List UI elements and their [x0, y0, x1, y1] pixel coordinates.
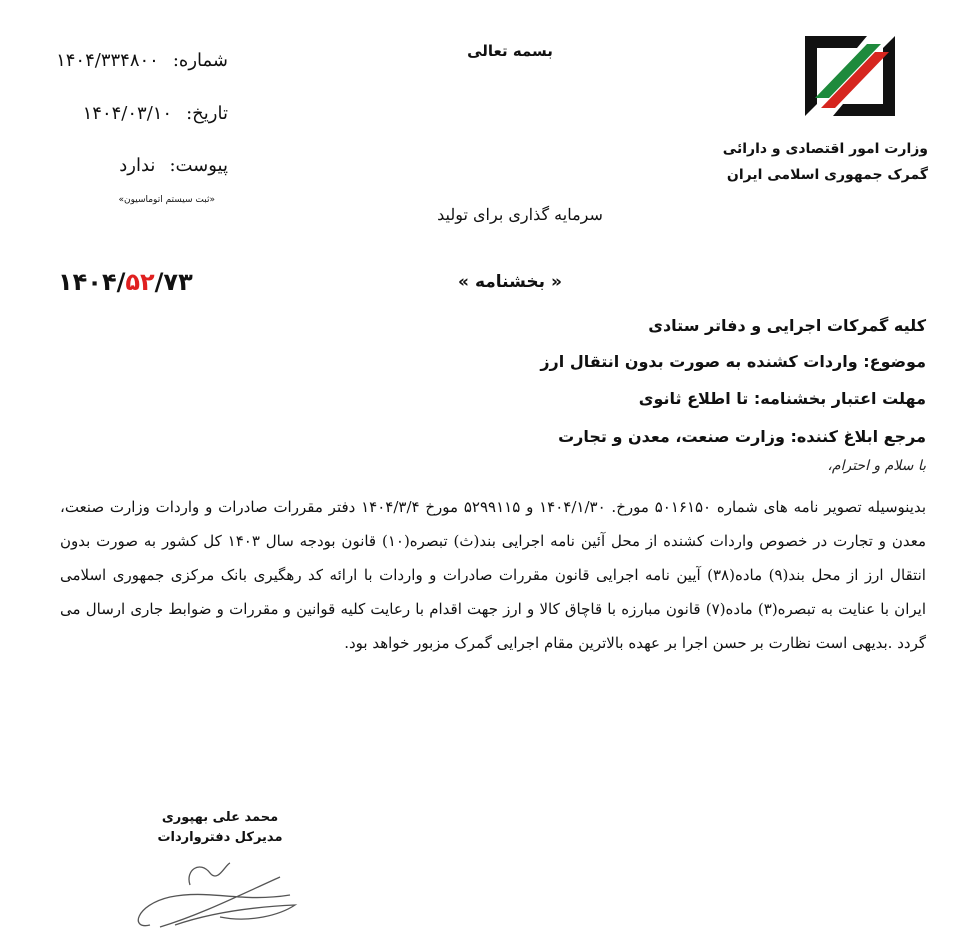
- letter-attachment: [0, 155, 228, 176]
- signer-name: محمد علی بهپوری: [161, 810, 279, 825]
- circular-number-year: ۱۴۰۴/: [58, 268, 126, 296]
- signature-block: [130, 808, 310, 848]
- subject-line: موضوع: واردات کشنده به صورت بدون انتقال ارز: [540, 352, 926, 371]
- number-value: ۱۴۰۴/۳۳۴۸۰۰: [56, 50, 159, 71]
- ministry-name: وزارت امور اقتصادی و دارائی: [722, 141, 928, 157]
- date-label: تاریخ:: [186, 103, 228, 124]
- validity-line: مهلت اعتبار بخشنامه: تا اطلاع ثانوی: [638, 389, 926, 408]
- attachment-value: ندارد: [119, 155, 156, 176]
- ministry-block: [688, 136, 928, 188]
- circular-number-seq: /۷۳: [154, 268, 193, 296]
- slogan: سرمایه گذاری برای تولید: [437, 205, 603, 224]
- document-type-title: « بخشنامه »: [458, 272, 562, 292]
- date-value: ۱۴۰۴/۰۳/۱۰: [82, 103, 173, 124]
- circular-number-highlight: ۵۲: [125, 268, 155, 296]
- automation-note: «ثبت سیستم اتوماسیون»: [118, 195, 215, 205]
- letter-date: [0, 103, 228, 124]
- issuer-line: مرجع ابلاغ کننده: وزارت صنعت، معدن و تجارت: [558, 427, 926, 446]
- body-paragraph: بدینوسیله تصویر نامه های شماره ۵۰۱۶۱۵۰ مورخ. ۱۴۰۴/۱/۳۰ و ۵۲۹۹۱۱۵ مورخ ۱۴۰۴/۳/۴ دفتر مقررات صادرات و واردات وزارت صنعت، معدن و تجارت در خصوص واردات کشنده از محل آئین نامه اجرایی بند(ث) تبصره(۱۰) قانون بودجه سال ۱۴۰۳ کل کشور به صورت بدون انتقال ارز از محل بند(۹) ماده(۳۸) آیین نامه اجرایی قانون مقررات صادرات و واردات با ارائه کد رهگیری بانک مرکزی جمهوری اسلامی ایران با عنایت به تبصره(۳) ماده(۷) قانون مبارزه با قاچاق کالا و ارز جهت اقدام با رعایت کلیه قوانین و مقررات و ضوابط جاری ارسال می گردد .بدیهی است نظارت بر حسن اجرا بر عهده بالاترین مقام اجرایی گمرک مزبور خواهد بود.: [60, 498, 927, 652]
- customs-name: گمرک جمهوری اسلامی ایران: [726, 167, 928, 183]
- letter-number: [0, 50, 228, 71]
- handwritten-signature-icon: [130, 855, 300, 935]
- recipients-line: کلیه گمرکات اجرایی و دفاتر ستادی: [648, 316, 926, 335]
- circular-number: [58, 268, 193, 296]
- customs-logo-icon: [805, 36, 895, 116]
- attachment-label: پیوست:: [169, 155, 228, 176]
- signer-title: مدیرکل دفترواردات: [157, 830, 283, 845]
- bismillah-heading: بسمه تعالی: [467, 42, 553, 60]
- handwritten-greeting: با سلام و احترام،: [827, 458, 926, 474]
- number-label: شماره:: [172, 50, 228, 71]
